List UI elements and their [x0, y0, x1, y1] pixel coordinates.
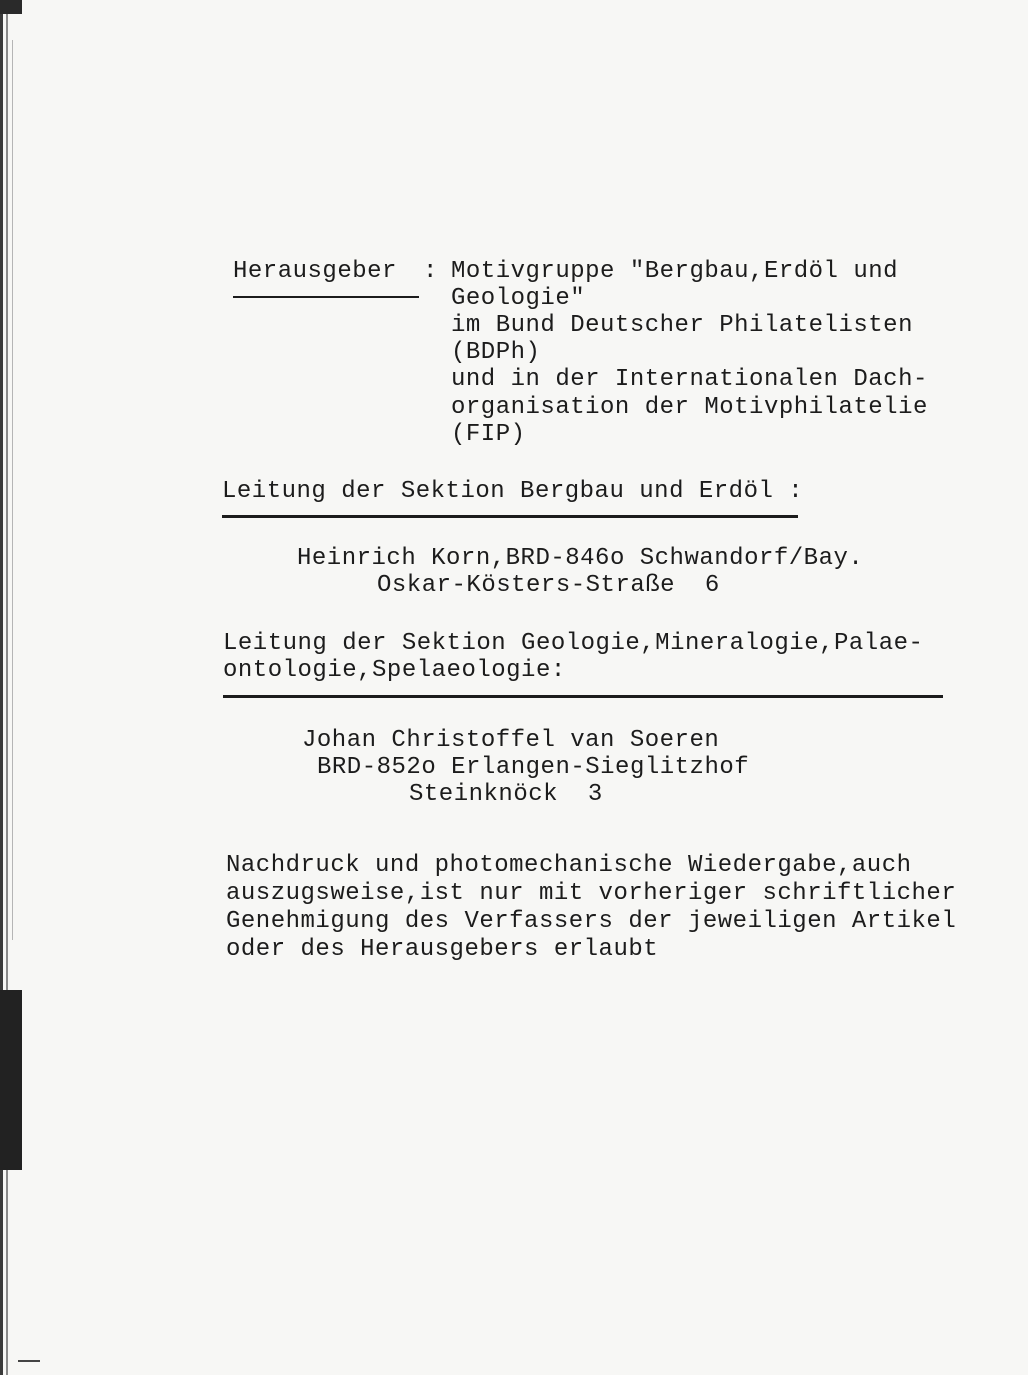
copyright-line-1: Nachdruck und photomechanische Wiedergabe,auch [226, 852, 912, 879]
publisher-line-2: Geologie" [451, 285, 586, 312]
copyright-line-2: auszugsweise,ist nur mit vorheriger schriftlicher [226, 880, 957, 907]
geology-address-line-3: Steinknöck 3 [409, 781, 603, 808]
binding-edge [0, 0, 40, 1375]
publisher-label-underline [233, 296, 419, 298]
geology-section-underline [223, 695, 943, 698]
geology-section-heading-line-2: ontologie,Spelaeologie: [223, 657, 566, 684]
copyright-line-4: oder des Herausgebers erlaubt [226, 936, 659, 963]
geology-address-line-1: Johan Christoffel van Soeren [302, 727, 720, 754]
copyright-line-3: Genehmigung des Verfassers der jeweiligen Artikel [226, 908, 957, 935]
publisher-line-3: im Bund Deutscher Philatelisten [451, 312, 913, 339]
geology-address-line-2: BRD-852o Erlangen-Sieglitzhof [317, 754, 750, 781]
publisher-line-5: und in der Internationalen Dach- [451, 366, 928, 393]
mining-address-line-2: Oskar-Kösters-Straße 6 [377, 572, 720, 599]
publisher-separator: : [423, 258, 438, 285]
publisher-label: Herausgeber [233, 258, 397, 285]
geology-section-heading-line-1: Leitung der Sektion Geologie,Mineralogie,Palae- [223, 630, 924, 657]
publisher-line-6: organisation der Motivphilatelie [451, 394, 928, 421]
publisher-line-7: (FIP) [451, 421, 526, 448]
mining-section-heading: Leitung der Sektion Bergbau und Erdöl : [222, 478, 804, 505]
publisher-line-1: Motivgruppe "Bergbau,Erdöl und [451, 258, 899, 285]
publisher-line-4: (BDPh) [451, 339, 541, 366]
mining-address-line-1: Heinrich Korn,BRD-846o Schwandorf/Bay. [297, 545, 864, 572]
mining-section-underline [222, 515, 798, 518]
